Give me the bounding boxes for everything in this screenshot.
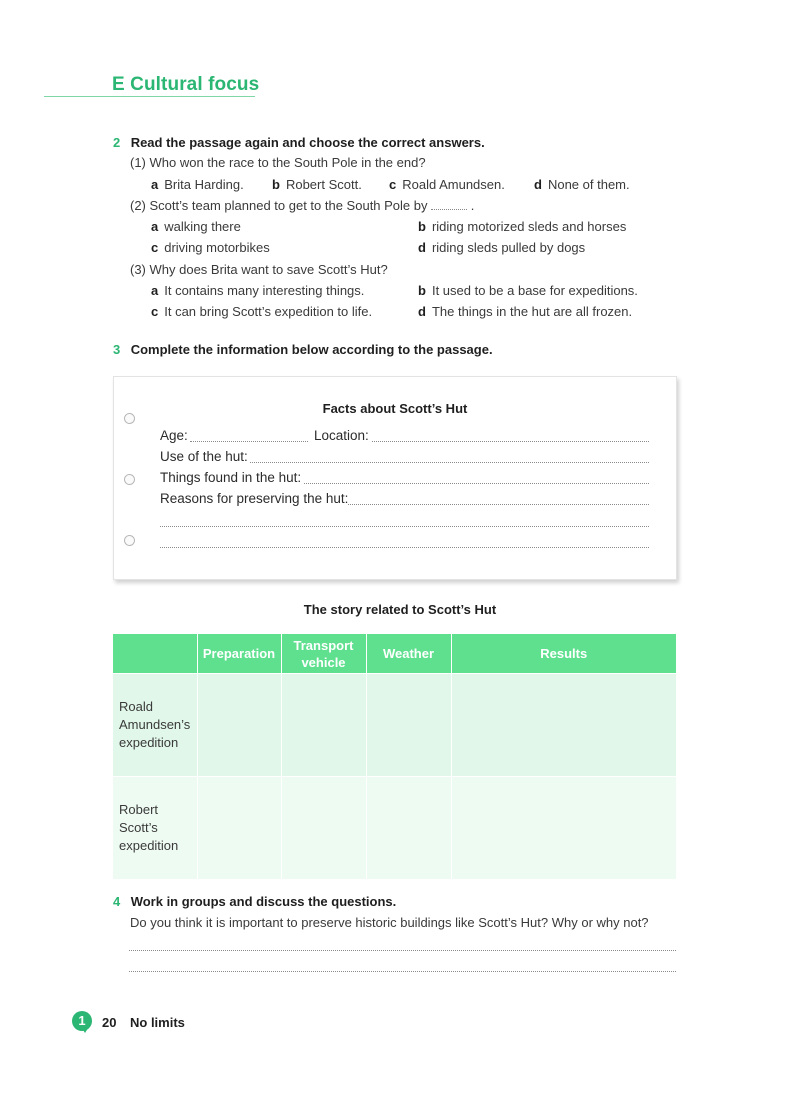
title-underline <box>44 96 255 97</box>
answer-cell[interactable] <box>197 777 281 880</box>
q2-item1-option-a[interactable] <box>151 177 244 192</box>
q3-number: 3 <box>113 342 121 357</box>
things-field[interactable] <box>304 483 649 484</box>
q2-item1-prompt: (1) Who won the race to the South Pole in the end? <box>130 155 426 170</box>
answer-cell[interactable] <box>281 777 366 880</box>
q2-item2-prompt <box>130 198 474 213</box>
location-field[interactable] <box>372 441 649 442</box>
answer-cell[interactable] <box>197 674 281 777</box>
q4-answer-line-2[interactable] <box>129 971 676 972</box>
row-label-amundsen: Roald Amundsen’s expedition <box>113 674 197 777</box>
age-label: Age: <box>160 428 188 443</box>
card-title: Facts about Scott’s Hut <box>322 401 468 416</box>
q2-header <box>113 134 485 152</box>
q2-number: 2 <box>113 135 121 150</box>
q2-item2-prompt-end: . <box>470 198 475 213</box>
reasons-label: Reasons for preserving the hut: <box>160 491 349 506</box>
book-title: No limits <box>130 1015 185 1030</box>
story-table <box>113 634 676 879</box>
option-letter: a <box>151 219 159 234</box>
q4-question: Do you think it is important to preserve historic buildings like Scott’s Hut? Why or why not? <box>130 915 649 930</box>
header-transport-vehicle: Transport vehicle <box>281 634 366 674</box>
ring-binder-icon <box>124 535 135 546</box>
age-field[interactable] <box>190 441 308 442</box>
table-header-row <box>113 634 676 674</box>
option-text: It contains many interesting things. <box>164 283 365 298</box>
q2-item2-option-a[interactable] <box>151 219 241 234</box>
answer-cell[interactable] <box>366 777 451 880</box>
q4-answer-line-1[interactable] <box>129 950 676 951</box>
option-text: It can bring Scott’s expedition to life. <box>164 304 373 319</box>
option-letter: b <box>272 177 280 192</box>
option-text: walking there <box>164 219 241 234</box>
things-label: Things found in the hut: <box>160 470 302 485</box>
header-empty <box>113 634 197 674</box>
option-letter: c <box>151 240 159 255</box>
option-text: The things in the hut are all frozen. <box>431 304 633 319</box>
option-text: None of them. <box>547 177 630 192</box>
option-letter: c <box>151 304 159 319</box>
option-text: driving motorbikes <box>164 240 270 255</box>
option-text: riding motorized sleds and horses <box>431 219 627 234</box>
option-text: Roald Amundsen. <box>402 177 505 192</box>
option-letter: d <box>418 304 426 319</box>
option-letter: b <box>418 219 426 234</box>
q4-header <box>113 893 396 911</box>
q2-item1-option-b[interactable] <box>272 177 362 192</box>
q2-item1-option-c[interactable] <box>389 177 505 192</box>
row-label-scott: Robert Scott’s expedition <box>113 777 197 880</box>
option-letter: a <box>151 283 159 298</box>
option-letter: b <box>418 283 426 298</box>
answer-blank[interactable] <box>431 199 467 210</box>
option-letter: d <box>418 240 426 255</box>
q2-item2-option-d[interactable] <box>418 240 585 255</box>
q4-instruction: Work in groups and discuss the questions. <box>130 894 397 909</box>
answer-cell[interactable] <box>366 674 451 777</box>
q2-item2-prompt-text: (2) Scott’s team planned to get to the South Pole by <box>130 198 428 213</box>
reasons-field[interactable] <box>348 504 649 505</box>
q2-item1-option-d[interactable] <box>534 177 630 192</box>
option-letter: c <box>389 177 397 192</box>
answer-cell[interactable] <box>451 777 676 880</box>
q4-number: 4 <box>113 894 121 909</box>
use-field[interactable] <box>250 462 649 463</box>
header-results: Results <box>451 634 676 674</box>
option-letter: d <box>534 177 542 192</box>
unit-badge: 1 <box>72 1011 92 1031</box>
q2-item2-option-c[interactable] <box>151 240 270 255</box>
ring-binder-icon <box>124 474 135 485</box>
reasons-field-line-3[interactable] <box>160 547 649 548</box>
option-text: Brita Harding. <box>164 177 244 192</box>
location-label: Location: <box>314 428 369 443</box>
option-text: It used to be a base for expeditions. <box>431 283 638 298</box>
page-number: 20 <box>102 1015 117 1030</box>
q2-instruction: Read the passage again and choose the correct answers. <box>130 135 485 150</box>
answer-cell[interactable] <box>451 674 676 777</box>
q3-instruction: Complete the information below according to the passage. <box>130 342 493 357</box>
option-text: Robert Scott. <box>285 177 362 192</box>
option-text: riding sleds pulled by dogs <box>431 240 586 255</box>
header-weather: Weather <box>366 634 451 674</box>
q2-item3-option-b[interactable] <box>418 283 638 298</box>
option-letter: a <box>151 177 159 192</box>
q2-item3-option-a[interactable] <box>151 283 364 298</box>
table-row <box>113 777 676 880</box>
q2-item2-option-b[interactable] <box>418 219 626 234</box>
table-title: The story related to Scott’s Hut <box>303 602 497 617</box>
header-preparation: Preparation <box>197 634 281 674</box>
facts-card <box>113 376 677 580</box>
q2-item3-option-d[interactable] <box>418 304 632 319</box>
reasons-field-line-2[interactable] <box>160 526 649 527</box>
table-row <box>113 674 676 777</box>
q3-header <box>113 341 493 359</box>
section-title: E Cultural focus <box>112 74 260 95</box>
answer-cell[interactable] <box>281 674 366 777</box>
q2-item3-prompt: (3) Why does Brita want to save Scott’s Hut? <box>130 262 388 277</box>
q2-item3-option-c[interactable] <box>151 304 372 319</box>
use-label: Use of the hut: <box>160 449 248 464</box>
